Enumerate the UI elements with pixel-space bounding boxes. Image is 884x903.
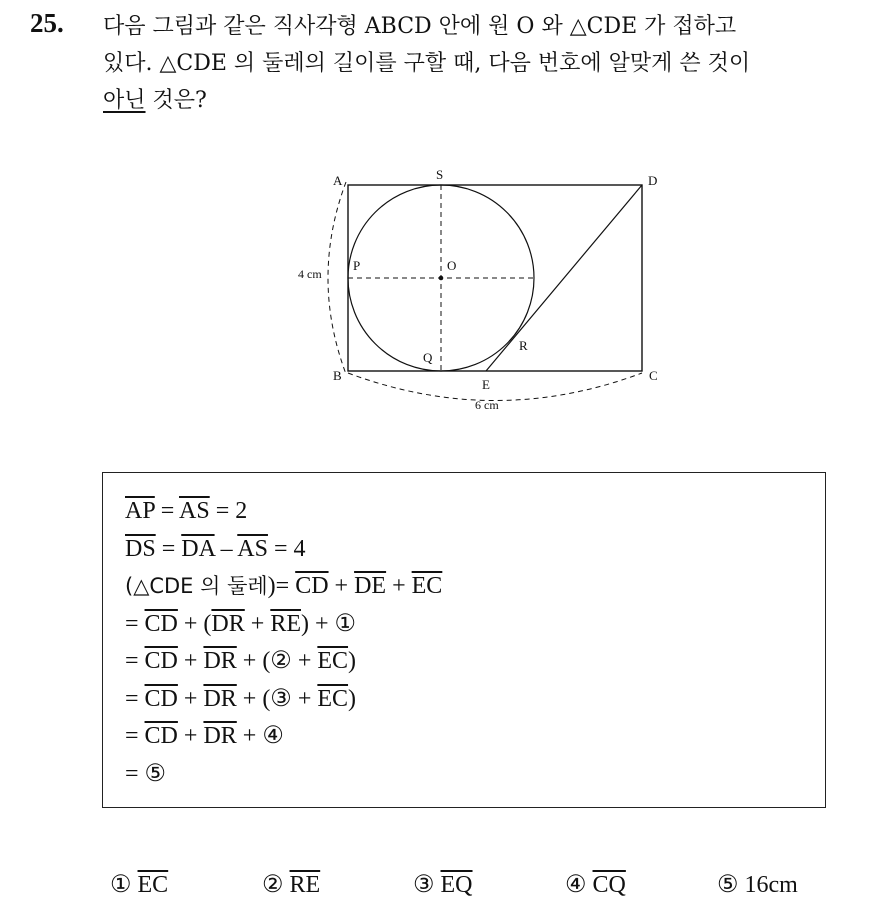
side-length-label: 4 cm <box>298 267 322 281</box>
solution-text: + <box>244 610 271 637</box>
solution-text: + (③ + <box>236 685 318 712</box>
geometry-figure <box>290 160 690 420</box>
segment-name: $\overline{DR}$ <box>211 610 245 637</box>
solution-text: + <box>386 573 412 599</box>
segment-name: $\overline{DR}$ <box>203 685 237 712</box>
segment-name: $\overline{CD}$ <box>144 648 178 674</box>
label-o: O <box>447 258 457 273</box>
solution-text: – <box>214 535 238 562</box>
solution-text: (△CDE <box>125 574 201 598</box>
segment-name: $\overline{DR}$ <box>203 723 237 749</box>
height-dimension-arc <box>328 182 346 374</box>
solution-text: = <box>125 610 145 637</box>
choice-1-mark: ① <box>110 872 132 898</box>
segment-name: $\overline{EC}$ <box>317 648 349 674</box>
segment-name: $\overline{CD}$ <box>144 685 178 712</box>
problem-number: 25. <box>30 8 64 38</box>
segment-name: $\overline{AS}$ <box>237 535 268 562</box>
segment-name: $\overline{AS}$ <box>179 498 210 524</box>
solution-line <box>125 493 442 531</box>
label-b: B <box>333 368 342 383</box>
solution-text: = <box>125 723 145 749</box>
segment-name: $\overline{RE}$ <box>270 610 301 637</box>
segment-name: $\overline{EC}$ <box>317 685 349 712</box>
solution-line <box>125 568 442 606</box>
label-s: S <box>436 167 444 182</box>
choice-3[interactable] <box>413 870 473 899</box>
solution-text: = 4 <box>267 535 306 562</box>
solution-lines <box>125 493 442 793</box>
choice-2[interactable] <box>262 870 320 899</box>
choice-4-mark: ④ <box>565 872 587 898</box>
bottom-length-label: 6 cm <box>475 398 499 412</box>
solution-text: = <box>154 498 180 524</box>
width-dimension-arc <box>348 373 642 401</box>
label-p: P <box>353 258 361 273</box>
label-e: E <box>482 377 490 392</box>
question-line-1: 다음 그림과 같은 직사각형 ABCD 안에 원 O 와 △CDE 가 접하고 <box>103 14 737 39</box>
choice-2-mark: ② <box>262 872 284 898</box>
question-line-3 <box>103 82 873 119</box>
choice-5-mark: ⑤ <box>717 872 739 898</box>
segment-name: $\overline{DE}$ <box>354 573 387 599</box>
solution-text: ) <box>348 685 357 712</box>
segment-name: $\overline{DR}$ <box>203 648 237 674</box>
solution-text: )= <box>267 573 296 599</box>
solution-line <box>125 606 442 644</box>
solution-line <box>125 756 442 794</box>
solution-text: = <box>125 648 145 674</box>
solution-text: 의 둘레 <box>200 574 268 598</box>
segment-name: $\overline{AP}$ <box>125 498 155 524</box>
label-d: D <box>648 173 658 188</box>
choice-1[interactable] <box>110 870 168 899</box>
label-a: A <box>333 173 343 188</box>
segment-name: $\overline{CD}$ <box>295 573 329 599</box>
choice-5[interactable] <box>717 870 798 899</box>
label-c: C <box>649 368 658 383</box>
solution-text: + (② + <box>236 648 318 674</box>
solution-text: + <box>177 723 204 749</box>
question-tail: 것은? <box>145 88 207 113</box>
label-q: Q <box>423 350 433 365</box>
solution-text: + <box>177 685 204 712</box>
choice-2-text: $\overline{RE}$ <box>289 872 321 898</box>
choice-3-text: $\overline{EQ}$ <box>440 872 473 898</box>
solution-text: + <box>328 573 355 599</box>
segment-de <box>486 185 642 371</box>
solution-box <box>102 472 826 808</box>
choice-4-text: $\overline{CQ}$ <box>592 872 626 898</box>
choice-4[interactable] <box>565 870 626 899</box>
choice-3-mark: ③ <box>413 872 435 898</box>
solution-line <box>125 531 442 569</box>
solution-text: + ( <box>177 610 212 637</box>
question-line-2: 있다. △CDE 의 둘레의 길이를 구할 때, 다음 번호에 알맞게 쓴 것이 <box>103 51 751 76</box>
segment-name: $\overline{DS}$ <box>125 535 156 562</box>
solution-text: = <box>125 685 145 712</box>
solution-text: + <box>177 648 204 674</box>
segment-name: $\overline{CD}$ <box>144 723 178 749</box>
solution-text: + ④ <box>236 723 284 749</box>
segment-name: $\overline{DA}$ <box>181 535 215 562</box>
underlined-word: 아닌 <box>103 88 146 113</box>
solution-line <box>125 643 442 681</box>
solution-text: = 2 <box>209 498 248 524</box>
segment-name: $\overline{EC}$ <box>411 573 443 599</box>
solution-text: ) + ① <box>300 610 357 637</box>
choice-5-text: 16cm <box>744 872 798 898</box>
solution-line <box>125 681 442 719</box>
solution-text: ) <box>348 648 357 674</box>
solution-text: = <box>155 535 182 562</box>
label-r: R <box>519 338 528 353</box>
choice-1-text: $\overline{EC}$ <box>137 872 169 898</box>
solution-text: = ⑤ <box>125 760 167 787</box>
question-text <box>103 8 873 119</box>
solution-line <box>125 718 442 756</box>
segment-name: $\overline{CD}$ <box>144 610 178 637</box>
center-point <box>439 276 444 281</box>
